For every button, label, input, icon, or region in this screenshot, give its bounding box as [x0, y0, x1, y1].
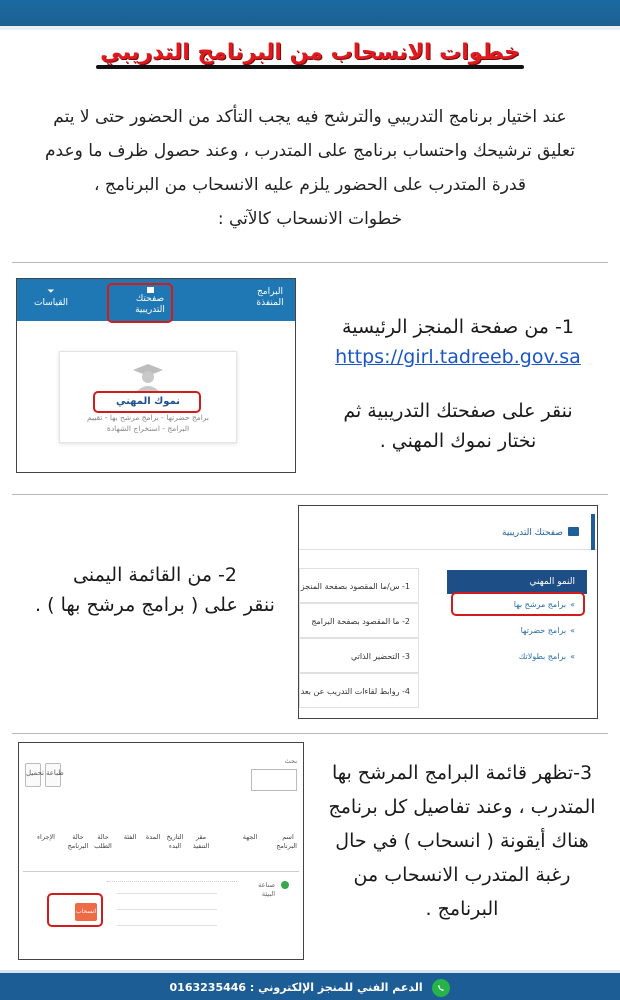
step-line: 1- من صفحة المنجز الرئيسية — [342, 316, 574, 338]
step-line: رغبة المتدرب الانسحاب من — [353, 864, 571, 886]
top-header-bar — [0, 0, 620, 30]
support-label: الدعم الفني للمنجز الإلكتروني : — [249, 981, 423, 994]
withdraw-button[interactable]: انسحاب — [75, 903, 97, 921]
footer-bar — [0, 970, 620, 1000]
divider — [12, 262, 608, 263]
search-input[interactable] — [251, 769, 297, 791]
faq-item[interactable]: 2- ما المقصود بصفحة البرامج — [299, 603, 419, 638]
divider — [12, 733, 608, 734]
intro-paragraph — [20, 100, 600, 236]
support-contact — [0, 979, 620, 997]
nav-tab-label: القياسات — [33, 298, 68, 308]
table-header: حالة الطلب — [94, 833, 112, 850]
page-title-text: خطوات الانسحاب من البرنامج التدريبي — [100, 40, 520, 65]
card-title: نموك المهني — [115, 396, 181, 407]
nav-tab-label: صفحتك التدريبية — [135, 294, 165, 315]
row-details — [107, 881, 237, 945]
highlight-box — [107, 283, 173, 323]
step-line: 3-تظهر قائمة البرامج المرشح بها — [331, 762, 593, 784]
step-line: هناك أيقونة ( انسحاب ) في حال — [335, 830, 589, 852]
table-header: التاريخ البدء — [166, 833, 184, 850]
intro-line: قدرة المتدرب على الحضور يلزم عليه الانسحاب من البرنامج ، — [93, 175, 527, 195]
step-line: 2- من القائمة اليمنى — [73, 564, 237, 586]
faq-item[interactable]: 4- روابط لقاءات التدريب عن بعد — [299, 673, 419, 708]
highlight-box — [47, 893, 103, 927]
spacer — [318, 372, 598, 396]
header-accent — [591, 514, 595, 550]
title-area — [0, 38, 620, 71]
print-button[interactable]: طباعة — [45, 763, 61, 787]
search-label: بحث — [284, 757, 297, 765]
step3-text — [312, 756, 612, 926]
page-title — [86, 38, 534, 71]
table-header: الجهة — [242, 833, 258, 841]
step2-text — [20, 560, 290, 620]
intro-line: خطوات الانسحاب كالآتي : — [217, 209, 403, 229]
graduate-avatar-icon — [132, 362, 164, 392]
title-underline — [96, 65, 524, 69]
whatsapp-icon — [432, 979, 450, 997]
menu-item-championships[interactable]: » برامج بطولاتك — [447, 644, 587, 670]
table-header: مقر التنفيذ — [192, 833, 210, 850]
table-divider — [23, 871, 299, 872]
menu-item-nominated-programs[interactable]: » برامج مرشح بها — [447, 592, 587, 618]
step1-screenshot — [16, 278, 296, 473]
faq-item[interactable]: 3- التحضير الذاتي — [299, 638, 419, 673]
table-header: الإجراء — [37, 833, 55, 841]
step-line: ننقر على صفحتك التدريبية ثم — [343, 400, 573, 422]
step2-screenshot — [298, 505, 598, 719]
highlight-box — [451, 592, 585, 616]
row-status-icon — [281, 881, 289, 889]
table-header: المدة — [145, 833, 161, 841]
page-icon — [568, 527, 579, 536]
program-name-cell: صناعة البيئة — [258, 881, 275, 898]
table-header: اسم البرنامج — [276, 833, 297, 850]
faq-item[interactable]: 1- س/ما المقصود بصفحة المنجز — [299, 568, 419, 603]
table-header: الفئة — [123, 833, 137, 841]
step1-text — [318, 312, 598, 456]
step3-screenshot — [18, 742, 304, 960]
nav-tab-measurements — [29, 287, 73, 309]
step-line: البرنامج . — [425, 898, 499, 920]
card-subtitle-line: البرامج - استخراج الشهادة — [106, 424, 190, 433]
card-subtitle-line: برامج حضرتها - برامج مرشح بها - تقييم — [86, 413, 210, 422]
nav-tab-programs: البرامج المنفذة — [256, 287, 284, 308]
header-label: صفحتك التدريبية — [502, 528, 563, 538]
table-header: حالة البرنامج — [67, 833, 89, 850]
intro-line: عند اختيار برنامج التدريبي والترشح فيه يجب التأكد من الحضور حتى لا يتم — [53, 107, 567, 127]
download-button[interactable]: تحميل — [25, 763, 41, 787]
training-page-header — [299, 514, 597, 550]
highlight-box — [93, 391, 201, 413]
site-link[interactable]: https://girl.tadreeb.gov.sa — [335, 346, 581, 368]
menu-item-attended-programs[interactable]: » برامج حضرتها — [447, 618, 587, 644]
menu-heading: النمو المهني — [447, 570, 587, 594]
divider — [12, 494, 608, 495]
intro-line: تعليق ترشيحك واحتساب برنامج على المتدرب ، وعند حصول ظرف ما وعدم — [45, 141, 575, 161]
card-subtitle — [64, 412, 232, 434]
step-line: ننقر على ( برامج مرشح بها ) . — [35, 594, 275, 616]
step-line: المتدرب ، وعند تفاصيل كل برنامج — [328, 796, 596, 818]
support-phone[interactable]: 0163235446 — [169, 981, 247, 994]
step-line: نختار نموك المهني . — [379, 430, 537, 452]
filter-icon: ⏷ — [47, 287, 55, 297]
